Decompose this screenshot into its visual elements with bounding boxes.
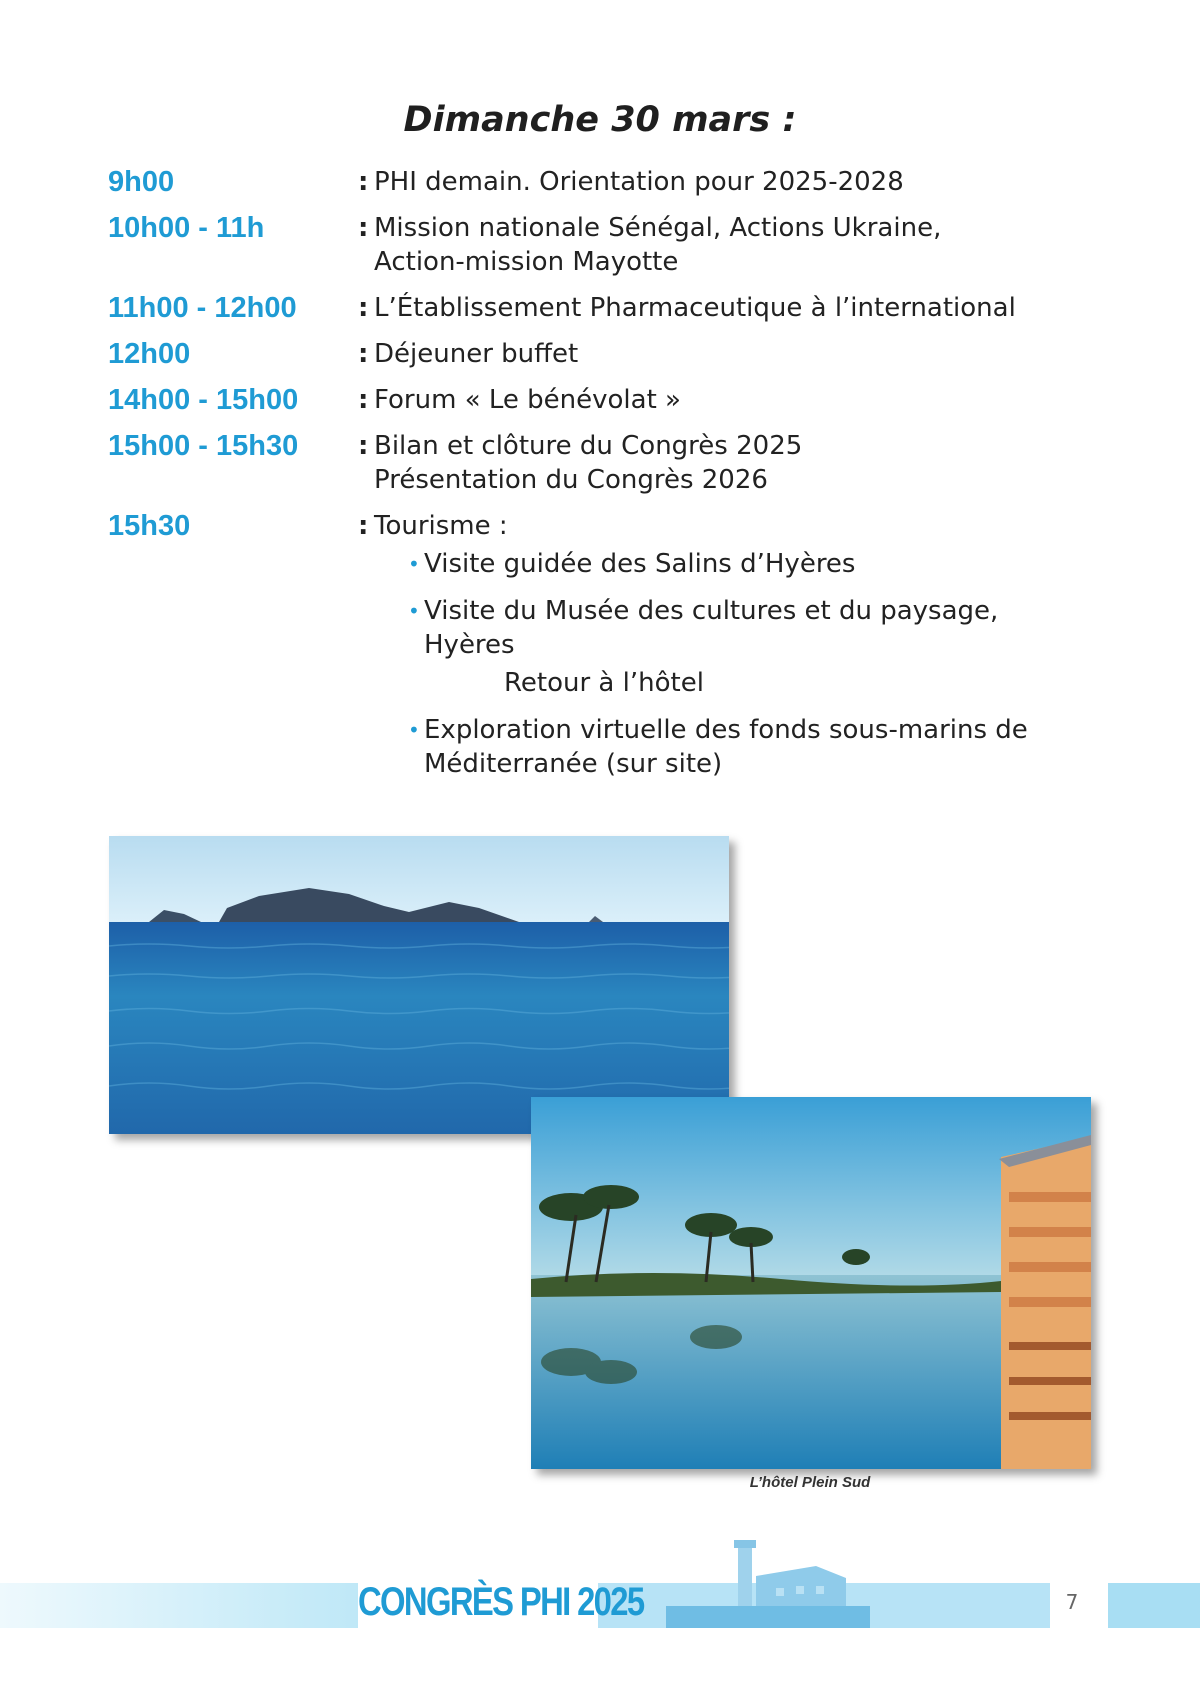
agenda-description: Déjeuner buffet (374, 339, 579, 369)
list-item: • Visite du Musée des cultures et du paysage, Hyères Retour à l’hôtel (408, 596, 999, 698)
page-title: Dimanche 30 mars : (403, 100, 797, 140)
footer-band-right (1108, 1583, 1200, 1628)
agenda-row: 15h00 - 15h30 : Bilan et clôture du Congrès 2025 Présentation du Congrès 2026 (108, 430, 803, 495)
agenda-row: 12h00 : Déjeuner buffet (108, 338, 579, 370)
list-item: • Visite guidée des Salins d’Hyères (408, 549, 856, 579)
agenda-description: PHI demain. Orientation pour 2025-2028 (374, 167, 904, 197)
agenda-row: 9h00 : PHI demain. Orientation pour 2025-2028 (108, 166, 904, 198)
list-item: • Exploration virtuelle des fonds sous-marins de Méditerranée (sur site) (408, 715, 1028, 779)
page-number: 7 (1065, 1590, 1079, 1614)
bullet-icon: • (408, 552, 420, 576)
agenda-description: L’Établissement Pharmaceutique à l’international (374, 293, 1016, 323)
agenda-time: 12h00 (108, 338, 191, 370)
agenda-description: Mission nationale Sénégal, Actions Ukraine, Action-mission Mayotte (374, 213, 942, 277)
agenda-time: 14h00 - 15h00 (108, 384, 299, 416)
agenda-time: 15h00 - 15h30 (108, 430, 299, 462)
return-note: Retour à l’hôtel (504, 668, 704, 698)
agenda-row: 14h00 - 15h00 : Forum « Le bénévolat » (108, 384, 681, 416)
agenda-row: 15h30 : Tourisme : • Visite guidée des Salins d’Hyères • Visite du Musée des cultures et du paysage, Hyères Retour à l’hôtel • Exploration virtuelle des fonds sous-marins de Méditerranée (sur site) (108, 509, 1108, 794)
fort-lighthouse-illustration (666, 1536, 870, 1628)
congress-brand: CONGRÈS PHI 2025 (358, 1580, 644, 1624)
sea-islands-photo (109, 836, 729, 1134)
bullet-icon: • (408, 718, 420, 742)
footer-band-left (0, 1583, 358, 1628)
agenda (108, 165, 1108, 806)
agenda-time: 10h00 - 11h (108, 212, 265, 244)
agenda-time: 11h00 - 12h00 (108, 292, 297, 324)
photo-caption: L’hôtel Plein Sud (749, 1474, 871, 1491)
agenda-row: 10h00 - 11h : Mission nationale Sénégal, Actions Ukraine, Action-mission Mayotte (108, 212, 942, 277)
tourism-list (408, 547, 1028, 781)
agenda-description: Bilan et clôture du Congrès 2025 Présentation du Congrès 2026 (374, 431, 803, 495)
agenda-time: 15h30 (108, 510, 191, 542)
agenda-description: Forum « Le bénévolat » (374, 385, 681, 415)
agenda-time: 9h00 (108, 166, 175, 198)
hotel-photo (531, 1097, 1091, 1469)
agenda-description: Tourisme : (374, 511, 508, 541)
bullet-icon: • (408, 599, 420, 623)
agenda-row: 11h00 - 12h00 : L’Établissement Pharmaceutique à l’international (108, 292, 1016, 324)
